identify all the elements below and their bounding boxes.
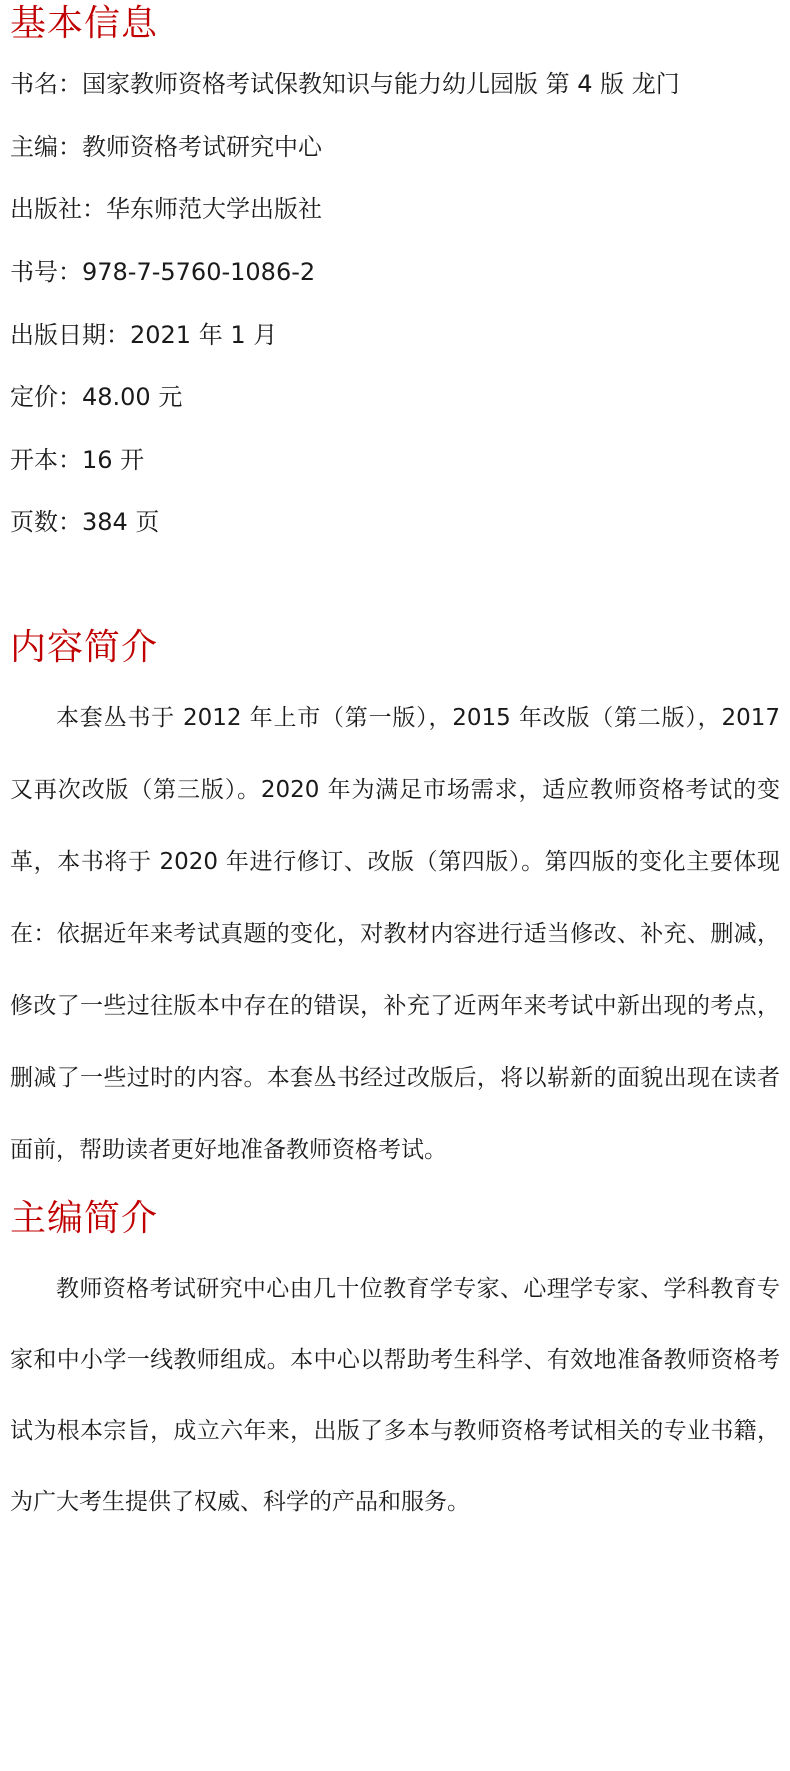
- info-row-format: 开本：16 开: [10, 446, 145, 474]
- introduction-paragraph: 本套丛书于 2012 年上市（第一版），2015 年改版（第二版），2017 又再次改版（第三版）。2020 年为满足市场需求，适应教师资格考试的变革，本书将于 2020 年进行修订、改版（第四版）。第四版的变化主要体现在：依据近年来考试真题的变化，对教材内容进行适当修改、补充、删减，修改了一些过往版本中存在的错误，补充了近两年来考试中新出现的考点，删减了一些过时的内容。本套丛书经过改版后，将以崭新的面貌出现在读者面前，帮助读者更好地准备教师资格考试。: [10, 705, 780, 1163]
- basic-info-heading: 基本信息: [10, 3, 159, 44]
- info-row-isbn: 书号：978-7-5760-1086-2: [10, 258, 316, 286]
- info-row-publisher: 出版社：华东师范大学出版社: [10, 195, 322, 223]
- info-row-editor: 主编：教师资格考试研究中心: [10, 133, 322, 161]
- info-row-price: 定价：48.00 元: [10, 383, 183, 411]
- info-row-pages: 页数：384 页: [10, 508, 160, 536]
- editor-intro-heading: 主编简介: [10, 1198, 159, 1239]
- info-row-publish-date: 出版日期：2021 年 1 月: [10, 321, 278, 349]
- editor-intro-paragraph: 教师资格考试研究中心由几十位教育学专家、心理学专家、学科教育专家和中小学一线教师组成。本中心以帮助考生科学、有效地准备教师资格考试为根本宗旨，成立六年来，出版了多本与教师资格考试相关的专业书籍，为广大考生提供了权威、科学的产品和服务。: [10, 1276, 780, 1515]
- introduction-heading: 内容简介: [10, 627, 159, 668]
- info-row-title: 书名：国家教师资格考试保教知识与能力幼儿园版 第 4 版 龙门: [10, 70, 680, 98]
